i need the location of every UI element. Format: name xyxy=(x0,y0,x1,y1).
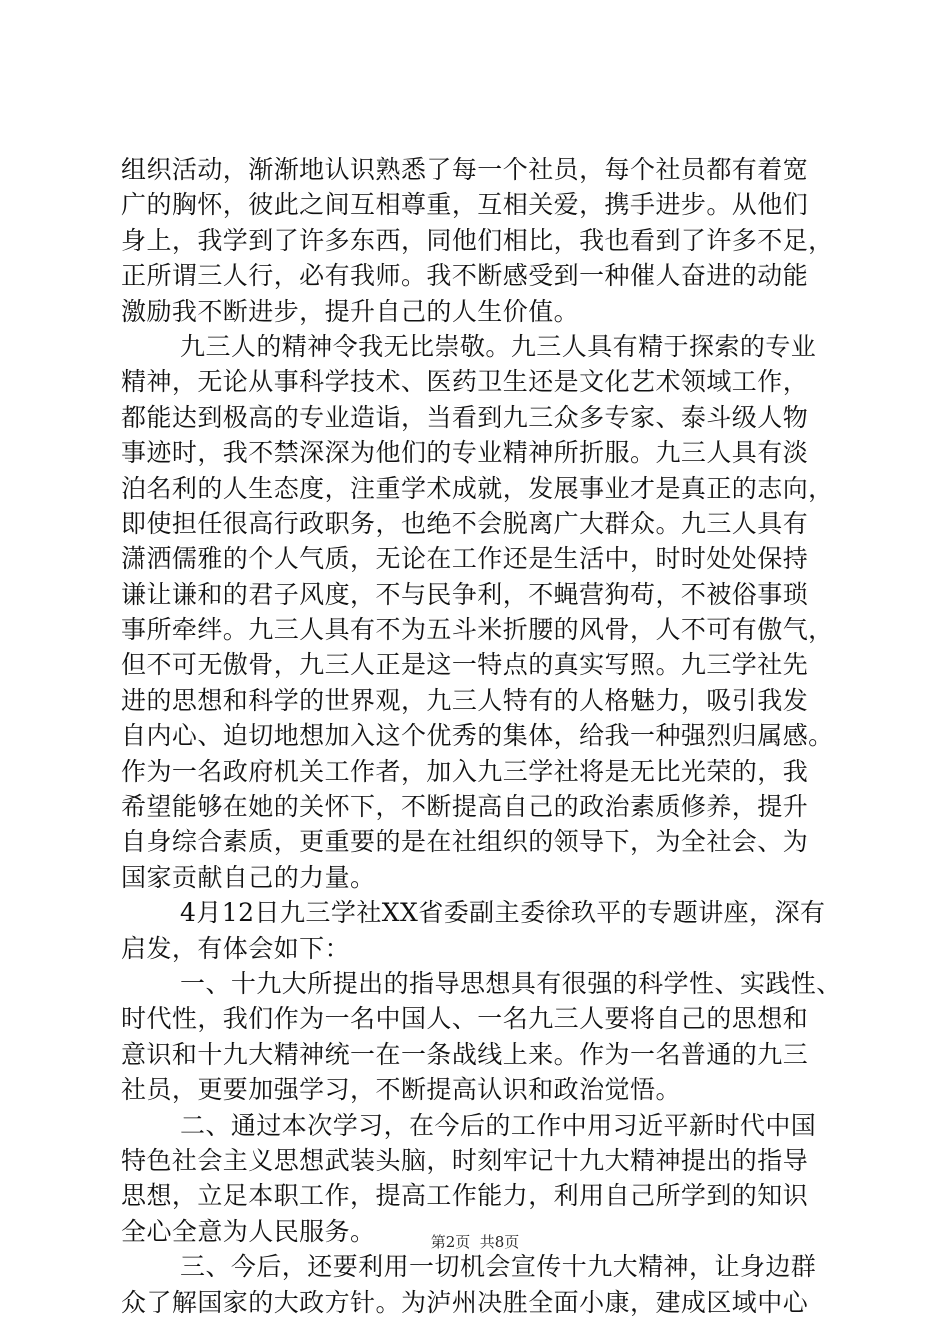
text-line: 希望能够在她的关怀下，不断提高自己的政治素质修养，提升 xyxy=(121,792,809,822)
text-line: 潇洒儒雅的个人气质，无论在工作还是生活中，时时处处保持 xyxy=(121,544,809,574)
page-number: 第2页 共8页 xyxy=(430,1233,520,1251)
text-line: 但不可无傲骨，九三人正是这一特点的真实写照。九三学社先 xyxy=(121,650,809,680)
page-footer xyxy=(0,1232,950,1252)
text-line: 自身综合素质，更重要的是在社组织的领导下，为全社会、为 xyxy=(121,827,809,857)
text-line: 自内心、迫切地想加入这个优秀的集体，给我一种强烈归属感。 xyxy=(121,721,834,751)
body-text xyxy=(121,152,857,1320)
paragraph-start-line: 4月12日九三学社XX省委副主委徐玖平的专题讲座，深有 xyxy=(180,898,826,928)
text-line: 组织活动，渐渐地认识熟悉了每一个社员，每个社员都有着宽 xyxy=(121,155,809,184)
text-line: 社员，更要加强学习，不断提高认识和政治觉悟。 xyxy=(121,1075,681,1105)
text-line: 事迹时，我不禁深深为他们的专业精神所折服。九三人具有淡 xyxy=(121,438,809,468)
text-line: 时代性，我们作为一名中国人、一名九三人要将自己的思想和 xyxy=(121,1004,809,1034)
text-line: 谦让谦和的君子风度，不与民争利，不蝇营狗苟，不被俗事琐 xyxy=(121,579,809,609)
text-line: 全心全意为人民服务。 xyxy=(121,1216,376,1246)
text-line: 事所牵绊。九三人具有不为五斗米折腰的风骨，人不可有傲气， xyxy=(121,615,834,645)
text-line: 进的思想和科学的世界观，九三人特有的人格魅力，吸引我发 xyxy=(121,685,809,715)
paragraph-start-line: 二、通过本次学习，在今后的工作中用习近平新时代中国 xyxy=(180,1110,817,1140)
text-line: 都能达到极高的专业造诣，当看到九三众多专家、泰斗级人物 xyxy=(121,402,809,432)
text-line: 身上，我学到了许多东西，同他们相比，我也看到了许多不足， xyxy=(121,225,834,255)
text-line: 作为一名政府机关工作者，加入九三学社将是无比光荣的，我 xyxy=(121,756,809,786)
text-line: 思想，立足本职工作，提高工作能力，利用自己所学到的知识 xyxy=(121,1181,809,1211)
text-line: 正所谓三人行，必有我师。我不断感受到一种催人奋进的动能 xyxy=(121,261,809,291)
text-line: 国家贡献自己的力量。 xyxy=(121,862,376,892)
text-line: 特色社会主义思想武装头脑，时刻牢记十九大精神提出的指导 xyxy=(121,1145,809,1175)
text-line: 启发，有体会如下： xyxy=(121,933,351,963)
text-line: 众了解国家的大政方针。为泸州决胜全面小康，建成区域中心 xyxy=(121,1287,809,1317)
text-line: 泊名利的人生态度，注重学术成就，发展事业才是真正的志向， xyxy=(121,473,834,503)
paragraph-start-line: 九三人的精神令我无比崇敬。九三人具有精于探索的专业 xyxy=(180,331,817,361)
paragraph-start-line: 一、十九大所提出的指导思想具有很强的科学性、实践性、 xyxy=(180,968,842,998)
paragraph-start-line: 三、今后，还要利用一切机会宣传十九大精神，让身边群 xyxy=(180,1252,817,1282)
text-line: 精神，无论从事科学技术、医药卫生还是文化艺术领域工作， xyxy=(121,367,809,397)
text-line: 广的胸怀，彼此之间互相尊重，互相关爱，携手进步。从他们 xyxy=(121,190,809,220)
text-line: 意识和十九大精神统一在一条战线上来。作为一名普通的九三 xyxy=(121,1039,809,1069)
text-line: 即使担任很高行政职务，也绝不会脱离广大群众。九三人具有 xyxy=(121,508,809,538)
text-line: 激励我不断进步，提升自己的人生价值。 xyxy=(121,296,580,326)
